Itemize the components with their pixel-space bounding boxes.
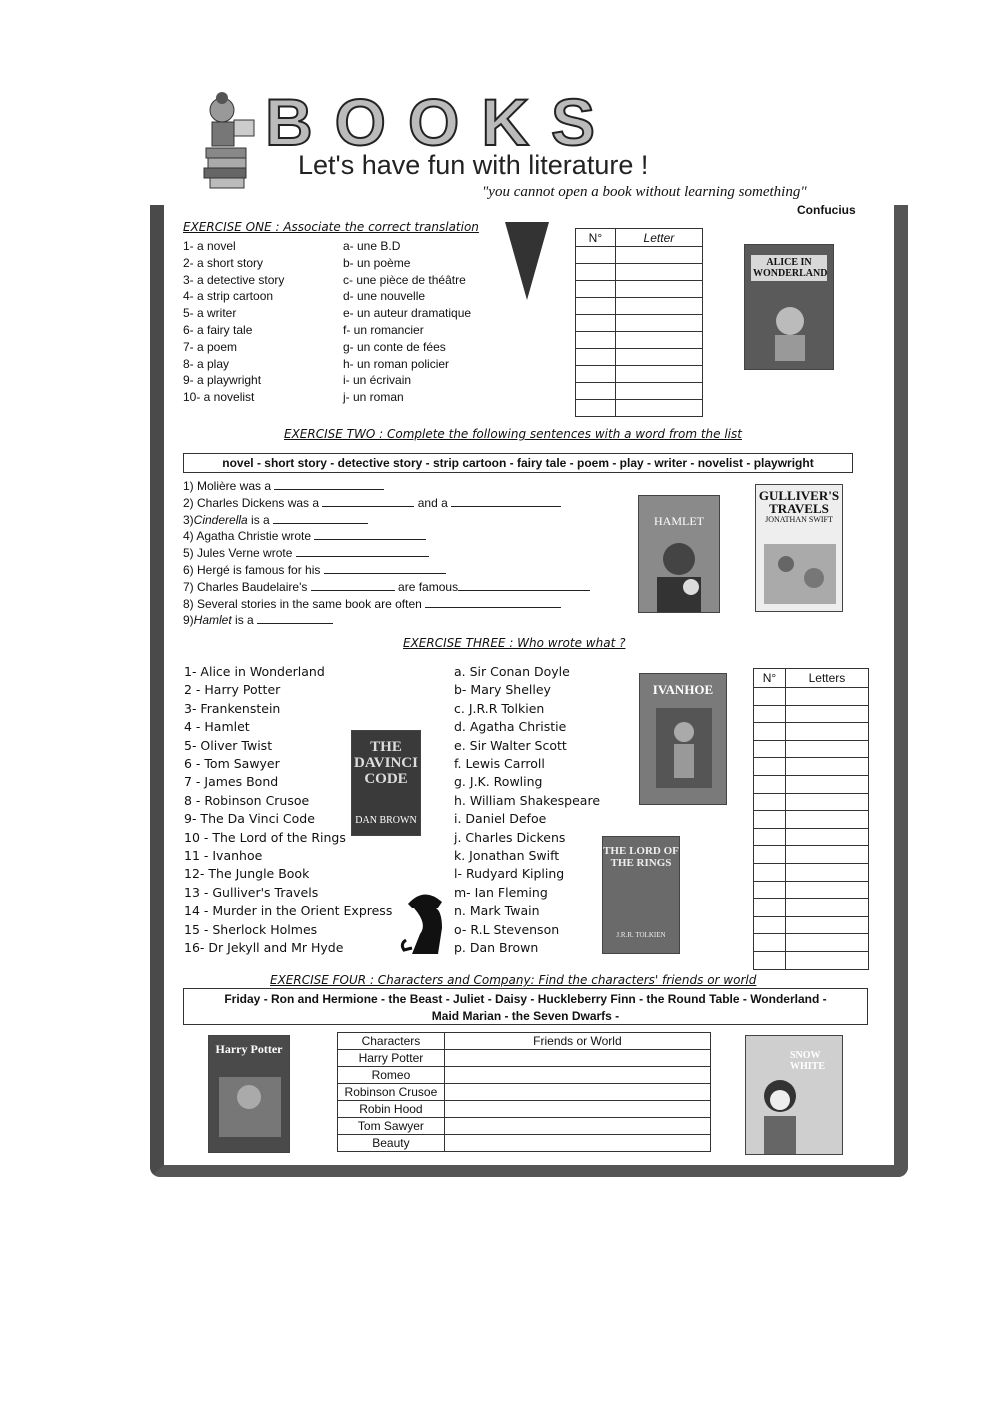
harry-potter-cover xyxy=(208,1035,290,1153)
english-term: 6- a fairy tale xyxy=(183,322,253,337)
answer-row xyxy=(754,934,869,952)
table-row xyxy=(338,1135,711,1152)
english-term: 10- a novelist xyxy=(183,390,255,405)
sentence-text: Charles Baudelaire's xyxy=(193,579,311,594)
exercise-four-table xyxy=(337,1032,711,1152)
answer-row xyxy=(754,846,869,864)
reading-girl-illustration xyxy=(200,92,262,200)
sentence-text-middle: and a xyxy=(414,495,452,510)
friend-answer-cell[interactable] xyxy=(444,1067,710,1084)
table-row xyxy=(338,1118,711,1135)
book-title-item: 16- Dr Jekyll and Mr Hyde xyxy=(184,940,344,956)
answer-row xyxy=(576,383,703,400)
pennant-icon xyxy=(505,218,549,302)
exercise-one-answer-table xyxy=(575,228,703,417)
friend-answer-cell[interactable] xyxy=(444,1084,710,1101)
author-item: o- R.L Stevenson xyxy=(454,921,560,937)
quote: "you cannot open a book without learning something" xyxy=(482,184,807,200)
book-title-item: 6 - Tom Sawyer xyxy=(184,756,280,772)
answer-cell[interactable] xyxy=(754,863,786,881)
alice-cover xyxy=(744,244,834,370)
table-header-cell: N° xyxy=(576,229,616,247)
quote-author: Confucius xyxy=(797,203,856,217)
english-term: 1- a novel xyxy=(183,239,236,253)
answer-blank[interactable] xyxy=(314,528,426,540)
answer-cell[interactable] xyxy=(785,705,868,723)
table-header-cell: Letters xyxy=(785,669,868,688)
author-item: e. Sir Walter Scott xyxy=(454,737,567,753)
sentence-row xyxy=(183,512,590,529)
author-item: j. Charles Dickens xyxy=(454,829,566,845)
answer-blank[interactable] xyxy=(273,512,368,524)
book-title-item: 1- Alice in Wonderland xyxy=(184,664,325,679)
french-term: b- un poème xyxy=(343,255,411,270)
sentence-text-middle: are famous xyxy=(394,579,459,594)
answer-cell[interactable] xyxy=(785,688,868,706)
answer-row xyxy=(754,758,869,776)
book-title-item: 4 - Hamlet xyxy=(184,719,250,735)
sentence-row xyxy=(183,596,590,613)
sentence-text: Hergé is famous for his xyxy=(193,562,324,577)
lotr-cover xyxy=(602,836,680,954)
answer-cell[interactable] xyxy=(785,775,868,793)
alice-cover-art xyxy=(745,281,834,370)
sentence-title: Hamlet xyxy=(193,613,232,628)
answer-row xyxy=(754,740,869,758)
table-row xyxy=(338,1067,711,1084)
character-cell: Robinson Crusoe xyxy=(338,1084,445,1101)
book-title-item: 13 - Gulliver's Travels xyxy=(184,884,319,900)
answer-cell[interactable] xyxy=(754,688,786,706)
author-item: a. Sir Conan Doyle xyxy=(454,664,570,679)
hamlet-cover xyxy=(638,495,720,613)
hamlet-cover-title: HAMLET xyxy=(654,514,704,528)
sentence-text: Charles Dickens was a xyxy=(193,495,323,510)
answer-row xyxy=(576,264,703,281)
english-term: 7- a poem xyxy=(183,339,238,354)
french-term: f- un romancier xyxy=(343,322,424,337)
answer-row xyxy=(754,899,869,917)
answer-row xyxy=(754,705,869,723)
snow-white-cover-title: SNOW WHITE xyxy=(790,1050,826,1072)
answer-cell[interactable] xyxy=(785,863,868,881)
answer-cell[interactable] xyxy=(754,846,786,864)
sentence-text: is a xyxy=(247,512,274,527)
character-cell: Harry Potter xyxy=(338,1050,445,1067)
table-header-row xyxy=(754,669,869,688)
answer-cell[interactable] xyxy=(615,315,702,332)
title-text: BOOKS xyxy=(265,85,618,159)
exercise-four-word-list-line-1: Friday - Ron and Hermione - the Beast - Juliet - Daisy - Huckleberry Finn - the Round Table - Wonderland - xyxy=(224,992,827,1006)
book-title-item: 14 - Murder in the Orient Express xyxy=(184,903,393,919)
friend-answer-cell[interactable] xyxy=(444,1118,710,1135)
french-term: h- un roman policier xyxy=(343,356,450,371)
french-term: j- un roman xyxy=(343,390,404,405)
author-item: p. Dan Brown xyxy=(454,940,539,956)
answer-cell[interactable] xyxy=(615,281,702,298)
answer-row xyxy=(576,400,703,417)
sentence-number: 6) xyxy=(183,562,194,577)
answer-blank[interactable] xyxy=(425,596,561,608)
answer-cell[interactable] xyxy=(615,298,702,315)
book-title-item: 5- Oliver Twist xyxy=(184,737,273,753)
english-term: 9- a playwright xyxy=(183,373,262,388)
sentence-number: 7) xyxy=(183,579,194,594)
english-term: 4- a strip cartoon xyxy=(183,289,274,304)
ivanhoe-cover-art xyxy=(640,698,727,798)
subtitle: Let's have fun with literature ! xyxy=(298,150,649,180)
exercise-four-word-list-line-2: Maid Marian - the Seven Dwarfs - xyxy=(431,1009,620,1023)
table-row xyxy=(338,1084,711,1101)
book-title-item: 2 - Harry Potter xyxy=(184,682,281,698)
author-item: c. J.R.R Tolkien xyxy=(454,700,545,716)
french-term: g- un conte de fées xyxy=(343,339,446,354)
sentence-row xyxy=(183,579,590,596)
book-title-item: 10 - The Lord of the Rings xyxy=(184,829,346,845)
answer-blank[interactable] xyxy=(322,495,414,507)
french-term: i- un écrivain xyxy=(343,373,412,388)
answer-blank[interactable] xyxy=(311,579,395,591)
answer-cell[interactable] xyxy=(754,881,786,899)
answer-cell[interactable] xyxy=(754,740,786,758)
answer-cell[interactable] xyxy=(785,899,868,917)
page-title xyxy=(265,85,795,159)
answer-blank[interactable] xyxy=(458,579,590,591)
friend-answer-cell[interactable] xyxy=(444,1050,710,1067)
answer-row xyxy=(754,916,869,934)
author-item: i. Daniel Defoe xyxy=(454,811,547,827)
answer-blank[interactable] xyxy=(274,478,384,490)
snow-white-cover-art xyxy=(746,1072,843,1155)
french-term: c- une pièce de théâtre xyxy=(343,272,466,287)
answer-row xyxy=(754,881,869,899)
gulliver-cover-author: JONATHAN SWIFT xyxy=(765,515,833,524)
answer-cell[interactable] xyxy=(785,723,868,741)
answer-cell[interactable] xyxy=(615,383,702,400)
table-header-cell: N° xyxy=(754,669,786,688)
exercise-two-title: EXERCISE TWO : Complete the following sentences with a word from the list xyxy=(284,427,742,441)
table-header-cell: Letter xyxy=(615,229,702,247)
sentence-row xyxy=(183,545,590,562)
author-item: k. Jonathan Swift xyxy=(454,848,560,864)
answer-cell[interactable] xyxy=(754,828,786,846)
answer-blank[interactable] xyxy=(324,562,446,574)
answer-blank[interactable] xyxy=(451,495,561,507)
french-term: e- un auteur dramatique xyxy=(343,306,472,321)
answer-cell[interactable] xyxy=(576,400,616,417)
character-cell: Robin Hood xyxy=(338,1101,445,1118)
answer-cell[interactable] xyxy=(754,951,786,969)
answer-row xyxy=(754,863,869,881)
answer-row xyxy=(576,366,703,383)
answer-row xyxy=(576,349,703,366)
table-header-cell: Friends or World xyxy=(444,1033,710,1050)
exercise-four-word-list xyxy=(183,988,868,1025)
exercise-one-title: EXERCISE ONE : Associate the correct translation xyxy=(183,220,479,234)
sentence-text: Several stories in the same book are often xyxy=(193,596,426,611)
ivanhoe-cover xyxy=(639,673,727,805)
answer-cell[interactable] xyxy=(754,723,786,741)
book-title-item: 11 - Ivanhoe xyxy=(184,848,263,864)
answer-row xyxy=(576,247,703,264)
answer-row xyxy=(576,298,703,315)
answer-row xyxy=(754,793,869,811)
answer-cell[interactable] xyxy=(754,793,786,811)
book-title-item: 15 - Sherlock Holmes xyxy=(184,921,318,937)
answer-cell[interactable] xyxy=(576,315,616,332)
answer-cell[interactable] xyxy=(754,758,786,776)
answer-blank[interactable] xyxy=(257,612,333,624)
english-term: 3- a detective story xyxy=(183,272,285,287)
french-term: a- une B.D xyxy=(343,239,401,253)
answer-cell[interactable] xyxy=(754,705,786,723)
lotr-cover-author: J.R.R. TOLKIEN xyxy=(616,931,666,939)
book-title-item: 7 - James Bond xyxy=(184,774,279,790)
sentence-text: Molière was a xyxy=(193,479,275,493)
exercise-one-french-list xyxy=(343,238,471,406)
author-item: h. William Shakespeare xyxy=(454,792,601,808)
author-item: l- Rudyard Kipling xyxy=(454,866,565,882)
answer-cell[interactable] xyxy=(785,740,868,758)
author-item: n. Mark Twain xyxy=(454,903,540,919)
davinci-cover-author: DAN BROWN xyxy=(355,815,417,826)
table-header-row xyxy=(576,229,703,247)
answer-cell[interactable] xyxy=(576,383,616,400)
sentence-row xyxy=(183,478,590,495)
exercise-three-answer-table xyxy=(753,668,869,970)
answer-row xyxy=(754,951,869,969)
french-term: d- une nouvelle xyxy=(343,289,426,304)
table-header-cell: Characters xyxy=(338,1033,445,1050)
book-title-item: 3- Frankenstein xyxy=(184,700,281,716)
answer-row xyxy=(754,811,869,829)
answer-row xyxy=(754,723,869,741)
answer-cell[interactable] xyxy=(576,281,616,298)
exercise-three-title: EXERCISE THREE : Who wrote what ? xyxy=(403,636,626,650)
hamlet-cover-art xyxy=(639,529,720,613)
answer-cell[interactable] xyxy=(576,298,616,315)
answer-cell[interactable] xyxy=(754,934,786,952)
author-item: m- Ian Fleming xyxy=(454,884,548,900)
sentence-row xyxy=(183,562,590,579)
exercise-two-word-list: novel - short story - detective story - strip cartoon - fairy tale - poem - play - writer - novelist - playwright xyxy=(183,453,853,473)
answer-cell[interactable] xyxy=(785,811,868,829)
sentence-text: is a xyxy=(231,613,258,628)
answer-cell[interactable] xyxy=(615,247,702,264)
book-title-item: 9- The Da Vinci Code xyxy=(184,811,315,827)
sentence-title: Cinderella xyxy=(193,512,248,527)
sentence-row xyxy=(183,612,590,629)
harry-potter-cover-title: Harry Potter xyxy=(215,1042,283,1056)
answer-row xyxy=(576,315,703,332)
answer-cell[interactable] xyxy=(615,349,702,366)
sentence-number: 1) xyxy=(183,479,194,493)
answer-cell[interactable] xyxy=(576,332,616,349)
sentence-row xyxy=(183,528,590,545)
english-term: 2- a short story xyxy=(183,255,264,270)
answer-cell[interactable] xyxy=(576,349,616,366)
davinci-cover-title: THE DAVINCI CODE xyxy=(354,739,418,787)
character-cell: Romeo xyxy=(338,1067,445,1084)
character-cell: Tom Sawyer xyxy=(338,1118,445,1135)
author-item: f. Lewis Carroll xyxy=(454,756,545,772)
author-item: b- Mary Shelley xyxy=(454,682,551,698)
sentence-number: 5) xyxy=(183,546,194,561)
gulliver-cover-title: GULLIVER'S TRAVELS xyxy=(758,488,840,516)
book-title-item: 12- The Jungle Book xyxy=(184,866,310,882)
sentence-number: 2) xyxy=(183,495,194,510)
sentence-number: 8) xyxy=(183,596,194,611)
author-item: g. J.K. Rowling xyxy=(454,774,543,790)
snow-white-cover xyxy=(745,1035,843,1155)
exercise-four-title: EXERCISE FOUR : Characters and Company: Find the characters' friends or world xyxy=(270,973,757,987)
answer-cell[interactable] xyxy=(754,775,786,793)
gulliver-cover-art xyxy=(756,524,843,612)
harry-potter-cover-art xyxy=(209,1057,290,1147)
answer-cell[interactable] xyxy=(615,400,702,417)
friend-answer-cell[interactable] xyxy=(444,1135,710,1152)
answer-cell[interactable] xyxy=(785,793,868,811)
sentence-number: 4) xyxy=(183,529,194,544)
answer-row xyxy=(754,688,869,706)
english-term: 5- a writer xyxy=(183,306,237,321)
table-header-row xyxy=(338,1033,711,1050)
sentence-row xyxy=(183,495,590,512)
table-row xyxy=(338,1101,711,1118)
answer-row xyxy=(576,332,703,349)
lotr-cover-title: THE LORD OF THE RINGS xyxy=(603,845,679,869)
english-term: 8- a play xyxy=(183,356,230,371)
answer-blank[interactable] xyxy=(296,545,429,557)
answer-cell[interactable] xyxy=(785,846,868,864)
sentence-number: 3) xyxy=(183,512,194,527)
answer-cell[interactable] xyxy=(785,828,868,846)
exercise-three-authors-list xyxy=(454,663,600,958)
alice-cover-title: ALICE IN WONDERLAND xyxy=(753,257,828,279)
answer-cell[interactable] xyxy=(615,264,702,281)
sentence-text: Jules Verne wrote xyxy=(193,546,296,561)
answer-row xyxy=(754,828,869,846)
character-cell: Beauty xyxy=(338,1135,445,1152)
answer-cell[interactable] xyxy=(785,951,868,969)
answer-cell[interactable] xyxy=(754,916,786,934)
answer-cell[interactable] xyxy=(785,934,868,952)
exercise-two-sentences xyxy=(183,478,590,629)
answer-cell[interactable] xyxy=(785,916,868,934)
answer-cell[interactable] xyxy=(615,366,702,383)
answer-cell[interactable] xyxy=(576,247,616,264)
answer-cell[interactable] xyxy=(615,332,702,349)
ivanhoe-cover-title: IVANHOE xyxy=(652,682,714,697)
answer-cell[interactable] xyxy=(754,899,786,917)
answer-cell[interactable] xyxy=(785,758,868,776)
answer-cell[interactable] xyxy=(785,881,868,899)
answer-row xyxy=(576,281,703,298)
friend-answer-cell[interactable] xyxy=(444,1101,710,1118)
davinci-cover xyxy=(351,730,421,836)
answer-cell[interactable] xyxy=(576,366,616,383)
exercise-one-english-list xyxy=(183,238,284,406)
sentence-text: Agatha Christie wrote xyxy=(193,529,315,544)
answer-row xyxy=(754,775,869,793)
answer-cell[interactable] xyxy=(754,811,786,829)
book-title-item: 8 - Robinson Crusoe xyxy=(184,792,310,808)
table-row xyxy=(338,1050,711,1067)
gulliver-cover xyxy=(755,484,843,612)
sentence-number: 9) xyxy=(183,613,194,628)
author-item: d. Agatha Christie xyxy=(454,719,567,735)
answer-cell[interactable] xyxy=(576,264,616,281)
sherlock-silhouette-icon xyxy=(398,884,450,960)
